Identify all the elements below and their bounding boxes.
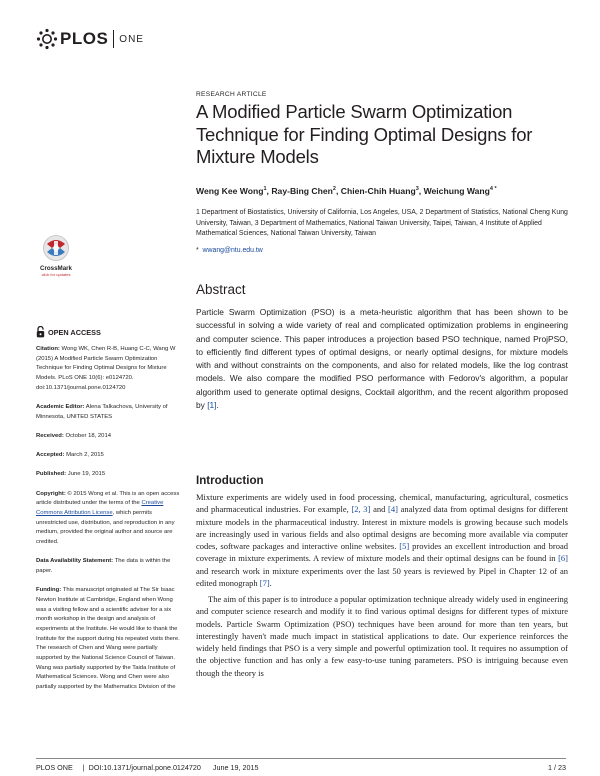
footer-separator: | [82,763,85,772]
copyright-block [36,490,184,548]
citation-text: Wong WK, Chen R-B, Huang C-C, Wang W (2015) A Modified Particle Swarm Optimization Technique for Finding Optimal Designs for Mixture Models. PLoS ONE 10(6): e0124720. doi:10.1371/journal.pone.0124720 [36,346,176,391]
data-availability-text: The data is within the paper. [36,558,171,574]
text-run: and research work in mixture experiments over the last 50 years is reviewed by Pipel in Chapter 12 of an edited monograph [196,565,568,588]
copyright-label: Copyright: [36,490,66,497]
page-footer [36,763,566,772]
introduction-heading: Introduction [196,474,264,487]
crossmark-label: CrossMark [40,265,72,272]
crossmark-sublabel: click for updates [41,272,71,277]
citation-link[interactable]: [1] [207,400,217,411]
text-run: . [269,577,272,588]
citation-link[interactable]: [4] [388,504,398,515]
citation-label: Citation: [36,346,60,352]
footer-doi[interactable]: DOI:10.1371/journal.pone.0124720 [88,763,201,772]
abstract-text [196,306,568,412]
citation-link[interactable]: [5] [399,541,410,551]
text-run: analyzed data from optimal designs for different mixture models in the pharmaceutical industry. Interest in mixture models is growing because such models are increasingly used in various fields and also optimal designs are becoming more available via computer codes, software packages and interactive online websites. [196,504,569,551]
editor-block [36,403,184,422]
text-run: Mixture experiments are widely used in food processing, chemical, manufacturing, agricultural, cosmetics and pharmaceutical industries. For example, [196,492,568,515]
open-lock-icon [36,326,45,338]
author-name[interactable]: Ray-Bing Chen [271,186,333,196]
editor-text: Alena Talkachova, University of Minnesota, UNITED STATES [36,404,168,420]
text-run: provides an excellent introduction and broad coverage in mixture experiments. A review of mixture models and their optimal designs can be found in [196,541,568,564]
author-name[interactable]: Weichung Wang [423,186,490,196]
footer-left [36,763,268,772]
affiliations: 1 Department of Biostatistics, University of California, Los Angeles, USA, 2 Department of Statistics, National Cheng Kung University, Taiwan, 3 Department of Mathematics, National Taiwan University, Taipei, Taiwan, 4 Institute of Applied Mathematical Sciences, National Taiwan University, Taiwan [196,209,568,238]
page-number: 1 / 23 [548,763,566,772]
license-link[interactable]: Creative Commons Attribution License [36,500,164,516]
article-title: A Modified Particle Swarm Optimization Technique for Finding Optimal Designs for Mixture Models [196,101,533,167]
plos-dots-icon [36,28,58,50]
citation-block [36,345,184,394]
received-block [36,432,184,442]
plos-logo[interactable] [36,28,144,50]
email-marker: * [196,247,199,254]
author-sup: 2 [332,186,336,193]
open-access-label: OPEN ACCESS [48,327,101,337]
author-sup: 3 [415,186,419,193]
published-block [36,470,184,480]
published-label: Published: [36,471,67,478]
crossmark-icon [42,234,70,264]
abstract-heading: Abstract [196,282,246,297]
citation-link[interactable]: [2, 3] [351,504,371,515]
funding-text: This manuscript originated at The Sir Isaac Newton Institute at Cambridge, England when Wong was a visiting fellow and a scientific adviser for a six month workshop in the design and analysis of experiments at the Institute. He would like to thank the Institute for the support during his repeated visits there. The research of Chen and Wang were partially supported by the National Science Council of Taiwan. Wang was partially supported by the Taida Institute of Mathematical Sciences. Wong and Chen were also partially supported by the Mathematics Division of the [36,587,180,691]
published-date: June 19, 2015 [67,471,106,478]
citation-link[interactable]: [7] [259,577,270,588]
footer-date: June 19, 2015 [212,763,259,772]
footer-journal: PLOS ONE [36,763,73,772]
logo-divider [113,30,114,48]
intro-paragraph-1 [196,491,568,589]
text-run: and [370,504,389,515]
received-date: October 18, 2014 [65,432,112,439]
intro-paragraph-2: The aim of this paper is to introduce a popular optimization technique already widely used in engineering and computer science research and modify it to find various optimal designs for different types of mixture models. Particle Swarm Optimization (PSO) techniques have been around for more than ten years, but interestingly haven't made much impact in statistical applications to date. Our experience reinforces the widely held findings that PSO is a very simple and powerful optimization tool. It requires no assumption of the objective function and has only a few easy-to-use tuning parameters. PSO is intriguing because even though the theory is [196,594,568,678]
abstract-body: Particle Swarm Optimization (PSO) is a meta-heuristic algorithm that has been shown to be successful in solving a wide variety of real and complicated optimization problems in engineering and computer science. This paper introduces a projection based PSO technique, named ProjPSO, to efficiently find different types of optimal designs, or nearly optimal designs, for mixture models with and without constraints on the components, and also for related models, like the log contrast models. We also compare the modified PSO performance with Fedorov's algorithm, a popular algorithm used to generate optimal designs, Cocktail algorithm, and the recent algorithm proposed by [196,307,568,411]
author-name[interactable]: Chien-Chih Huang [340,186,416,196]
accepted-date: March 2, 2015 [66,452,104,459]
funding-block [36,586,184,693]
author-sup: 4 * [489,186,497,193]
copyright-text: © 2015 Wong et al. This is an open access article distributed under the terms of the [36,490,180,507]
open-access-badge [36,326,101,338]
article-metadata [36,345,184,702]
logo-text: PLOS [60,29,109,48]
email-link[interactable]: wwang@ntu.edu.tw [202,247,263,254]
copyright-text-end: , which permits unrestricted use, distribution, and reproduction in any medium, provided the original author and source are credited. [36,509,175,546]
author-list: Weng Kee Wong$^1$, Ray-Bing Chen$^2$, Chien-Chih Huang$^3$, Weichung Wang$^{4 *}$ [196,186,497,196]
received-label: Received: [36,432,64,439]
accepted-block [36,451,184,461]
author-name[interactable]: Weng Kee Wong [196,186,264,196]
accepted-label: Accepted: [36,452,65,459]
footer-divider [36,758,566,759]
author-sup: 1 [263,186,267,193]
article-type: RESEARCH ARTICLE [196,91,267,98]
logo-journal: ONE [119,33,144,45]
editor-label: Academic Editor: [36,404,85,411]
corresponding-email [196,247,263,254]
funding-label: Funding: [36,587,62,594]
crossmark-badge[interactable] [36,234,76,277]
abstract-end: . [216,400,219,411]
introduction-body [196,491,568,679]
data-availability-block [36,557,184,576]
data-availability-label: Data Availability Statement: [36,558,114,565]
citation-link[interactable]: [6] [558,553,568,564]
